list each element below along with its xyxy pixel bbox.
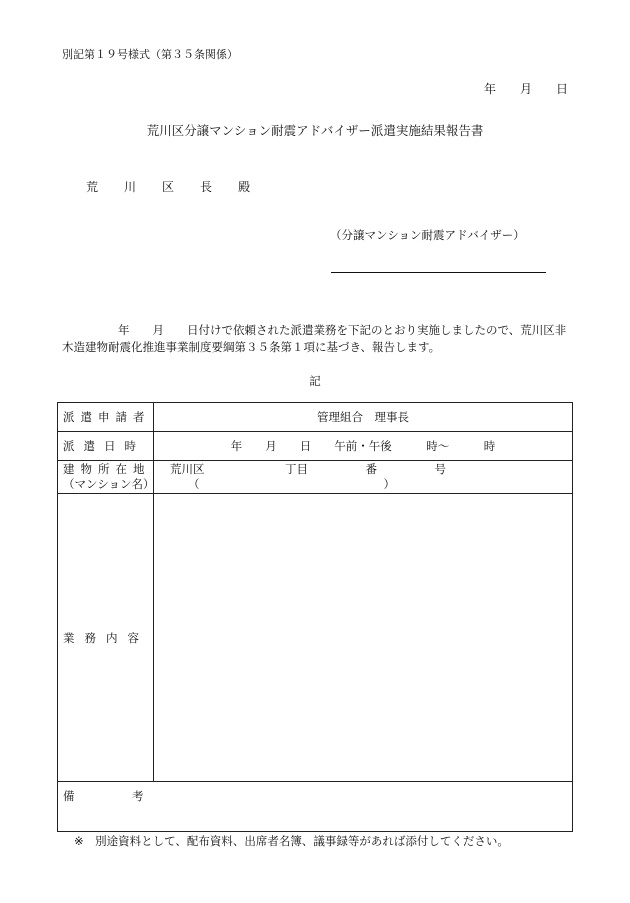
table-row (58, 782, 573, 832)
location-label-line-2: （マンション名） (63, 477, 155, 491)
report-date: 年 月 日 (483, 82, 568, 96)
addressee-char: 区 (162, 180, 175, 194)
applicant-value[interactable]: 管理組合 理事長 (154, 403, 573, 432)
location-label (58, 461, 154, 494)
location-value-line-1: 荒川区 丁目 番 号 (170, 462, 446, 476)
addressee-char: 長 (200, 180, 213, 194)
table-row (58, 461, 573, 494)
advisor-signature-line[interactable] (331, 272, 546, 273)
advisor-label: （分譲マンション耐震アドバイザー） (330, 228, 525, 242)
applicant-label: 派遣申請者 (58, 403, 154, 432)
addressee-char: 殿 (238, 180, 251, 194)
location-label-line-1: 建物所在地 (63, 462, 151, 476)
addressee-char: 川 (124, 180, 137, 194)
report-body-text: 年 月 日付けで依頼された派遣業務を下記のとおり実施しましたので、荒川区非木造建物耐震化推進事業制度要綱第３５条第１項に基づき、報告します。 (62, 323, 567, 354)
datetime-label: 派遣日時 (58, 432, 154, 461)
ki-heading: 記 (309, 374, 321, 388)
location-value[interactable] (154, 461, 573, 494)
work-label: 業務内容 (58, 494, 154, 782)
form-number: 別記第１９号様式（第３５条関係） (62, 48, 238, 61)
footnote: ※ 別途資料として、配布資料、出席者名簿、議事録等があれば添付してください。 (74, 834, 509, 848)
remarks-label: 備 考 (63, 789, 144, 803)
table-row (58, 494, 573, 782)
location-value-line-2: （ ） (188, 477, 395, 491)
work-value[interactable] (154, 494, 573, 782)
table-row (58, 432, 573, 461)
datetime-value[interactable]: 年 月 日 午前・午後 時～ 時 (154, 432, 573, 461)
addressee-char: 荒 (86, 180, 99, 194)
report-body (62, 322, 576, 356)
table-row (58, 403, 573, 432)
addressee (86, 178, 276, 195)
report-table (57, 402, 573, 832)
remarks-cell[interactable] (58, 782, 573, 832)
document-title: 荒川区分譲マンション耐震アドバイザー派遣実施結果報告書 (146, 123, 484, 138)
